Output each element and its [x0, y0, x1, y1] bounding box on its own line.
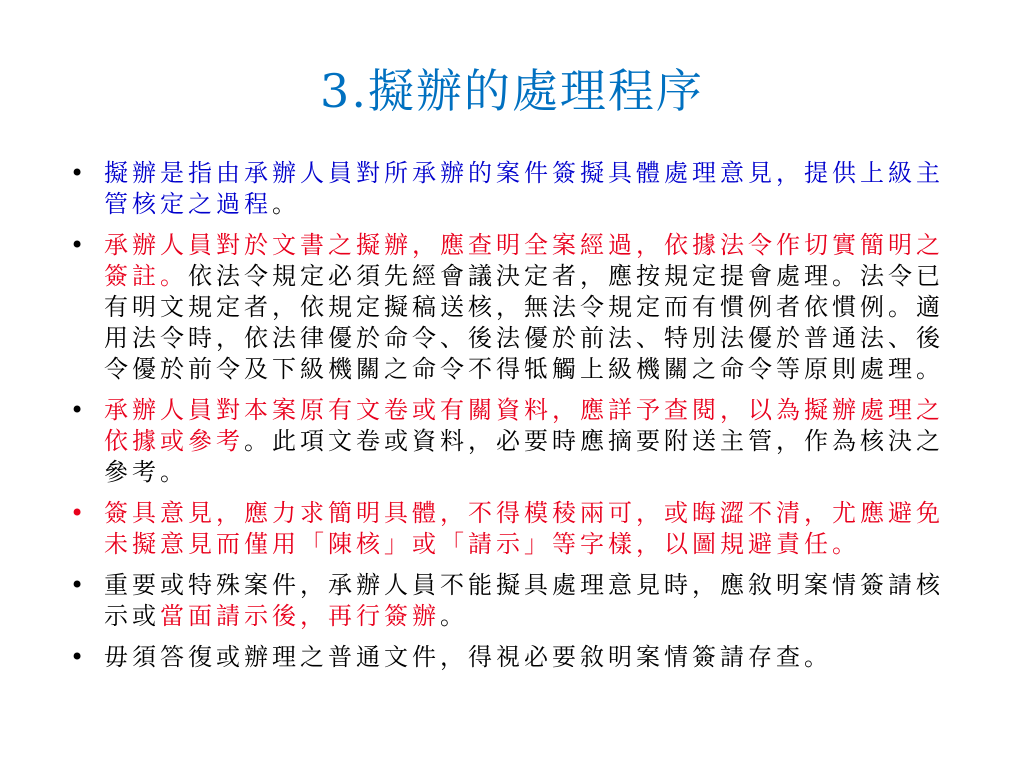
- list-item: [60, 395, 960, 488]
- bullet-text: 擬辦是指由承辦人員對所承辦的案件簽擬具體處理意見，提供上級主管核定之過程: [104, 159, 944, 218]
- bullet-text: 。此項文卷或資料，必要時應摘要附送主管，作為核決之參考。: [104, 427, 944, 486]
- bullet-text-highlight: 簽具意見，應力求簡明具體，不得模稜兩可，或晦澀不清，尤應避免未擬意見而僅用「陳核」或「請示」等字樣，以圖規避責任。: [104, 499, 944, 558]
- bullet-dot-icon: •: [70, 643, 89, 671]
- bullet-text: 。: [272, 190, 300, 218]
- bullet-text-highlight: 承辦人員對本案原有文卷或有關資料，應詳予查閱，以為擬辦處理之依據或參考: [104, 396, 944, 455]
- bullet-list: [60, 158, 960, 683]
- bullet-dot-icon: •: [70, 571, 89, 599]
- bullet-text: 依法令規定必須先經會議決定者，應按規定提會處理。法令已有明文規定者，依規定擬稿送核，無法令規定而有慣例者依慣例。適用法令時，依法律優於命令、後法優於前法、特別法優於普通法、後令優於前令及下級機關之命令不得牴觸上級機關之命令等原則處理。: [104, 262, 944, 383]
- bullet-dot-icon: •: [70, 396, 89, 424]
- bullet-dot-icon: •: [70, 159, 89, 187]
- bullet-text: 。: [440, 602, 468, 630]
- list-item: [60, 158, 960, 220]
- bullet-dot-icon: •: [70, 231, 89, 259]
- bullet-text-highlight: 承辦人員對於文書之擬辦，應查明全案經過，依據法令作切實簡明之簽註。: [104, 231, 944, 290]
- bullet-text: 毋須答復或辦理之普通文件，得視必要敘明案情簽請存查。: [104, 643, 832, 671]
- slide-title: 3.擬辦的處理程序: [320, 64, 704, 118]
- bullet-text-highlight: 當面請示後，再行簽辦: [160, 602, 440, 630]
- list-item: [60, 230, 960, 385]
- bullet-text: 重要或特殊案件，承辦人員不能擬具處理意見時，應敘明案情簽請核示或: [104, 571, 944, 630]
- bullet-dot-icon: •: [70, 499, 89, 527]
- list-item: [60, 570, 960, 632]
- list-item: [60, 642, 960, 673]
- list-item: [60, 498, 960, 560]
